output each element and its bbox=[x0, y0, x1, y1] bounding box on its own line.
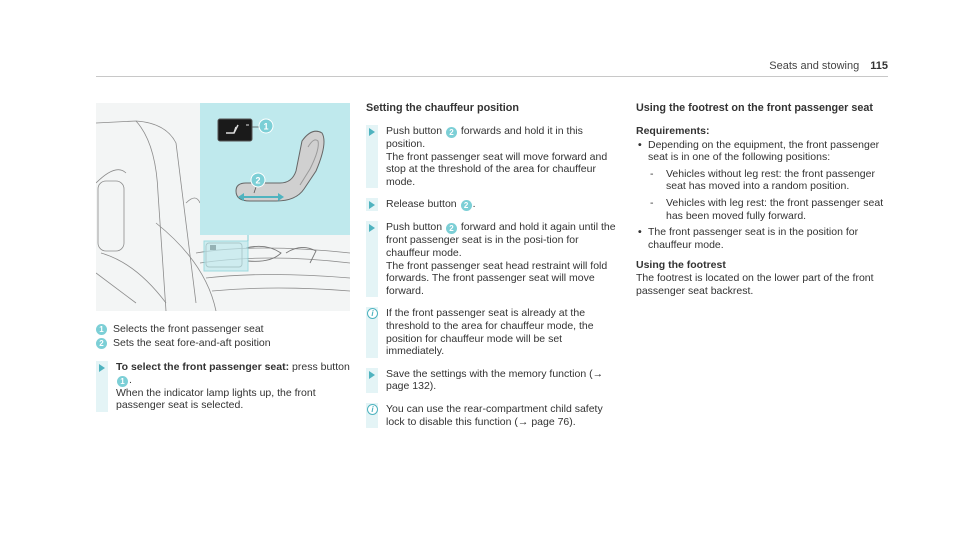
step-text: Push button bbox=[386, 221, 445, 234]
header-divider bbox=[96, 76, 888, 77]
step-text: forward and hold it again until the front passenger seat is in the posi-tion for chauffeur mode. bbox=[386, 221, 616, 259]
note-text: If the front passenger seat is already at the threshold to the area for chauffeur mode, the position for chauffeur mode will be set immediately. bbox=[386, 307, 594, 358]
instruction-step bbox=[96, 361, 350, 412]
instruction-step bbox=[366, 198, 616, 211]
section-heading: Using the footrest on the front passenger seat bbox=[636, 102, 873, 114]
step-arrow-icon bbox=[369, 201, 375, 209]
legend-text: Sets the seat fore-and-aft position bbox=[113, 336, 271, 349]
step-text: Push button bbox=[386, 125, 445, 137]
step-text: press button bbox=[289, 361, 350, 374]
legend-item bbox=[96, 323, 350, 336]
step-arrow-icon bbox=[369, 371, 375, 379]
instruction-step bbox=[366, 221, 616, 297]
section-heading: Setting the chauffeur position bbox=[366, 102, 519, 114]
legend-number: 1 bbox=[96, 324, 107, 335]
dash-item bbox=[636, 197, 892, 222]
note-text: You can use the rear-compartment child safety lock to disable this function (→ page 76). bbox=[386, 402, 603, 428]
sub-heading: Using the footrest bbox=[636, 259, 726, 272]
step-result: The front passenger seat will move forward and stop at the threshold of the area for chauffeur mode. bbox=[386, 150, 608, 188]
legend-number: 2 bbox=[96, 338, 107, 349]
step-text: Save the settings with the memory function (→ page 132). bbox=[386, 367, 604, 393]
seat-control-illustration bbox=[96, 103, 350, 311]
bullet-item: • The front passenger seat is in the position for chauffeur mode. bbox=[636, 226, 892, 251]
column-1 bbox=[96, 323, 350, 422]
dash-marker: - bbox=[650, 196, 654, 209]
instruction-step bbox=[366, 125, 616, 188]
step-arrow-icon bbox=[99, 364, 105, 372]
info-note bbox=[366, 403, 616, 428]
button-ref: 1 bbox=[117, 376, 128, 387]
step-label: To select the front passenger seat: bbox=[116, 361, 290, 374]
callout-2: 2 bbox=[255, 175, 261, 186]
dash-item bbox=[636, 168, 892, 193]
step-text: . bbox=[129, 373, 132, 386]
running-header bbox=[769, 60, 888, 72]
info-icon: i bbox=[367, 404, 378, 415]
button-ref: 2 bbox=[446, 223, 457, 234]
step-text: . bbox=[472, 198, 476, 211]
requirements-label: Requirements: bbox=[636, 125, 710, 137]
body-text: The footrest is located on the lower part of the front passenger seat backrest. bbox=[636, 271, 874, 297]
dash-marker: - bbox=[650, 167, 654, 180]
step-text: Release button bbox=[386, 198, 460, 211]
button-ref: 2 bbox=[461, 200, 472, 211]
step-result: The front passenger seat head restraint will fold forwards. The front passenger seat will move forward. bbox=[386, 259, 608, 297]
callout-1: 1 bbox=[263, 121, 269, 132]
bullet-item: • Depending on the equipment, the front passenger seat is in one of the following positions: bbox=[636, 139, 892, 164]
column-3 bbox=[636, 102, 892, 297]
dash-text: Vehicles without leg rest: the front passenger seat has moved into a random position. bbox=[666, 167, 875, 193]
legend-text: Selects the front passenger seat bbox=[113, 323, 264, 335]
instruction-step bbox=[366, 368, 616, 393]
legend-item bbox=[96, 337, 350, 350]
button-ref: 2 bbox=[446, 127, 457, 138]
info-note bbox=[366, 307, 616, 357]
info-icon: i bbox=[367, 308, 378, 319]
step-arrow-icon bbox=[369, 224, 375, 232]
step-result: When the indicator lamp lights up, the front passenger seat is selected. bbox=[116, 386, 316, 412]
page-number: 115 bbox=[870, 60, 888, 72]
step-arrow-icon bbox=[369, 128, 375, 136]
step-text: forwards and hold it in this position. bbox=[386, 125, 583, 150]
column-2 bbox=[366, 102, 616, 438]
dash-text: Vehicles with leg rest: the front passenger seat has been moved fully forward. bbox=[666, 196, 884, 222]
section-title: Seats and stowing bbox=[769, 60, 860, 72]
door-panel-drawing bbox=[96, 103, 350, 311]
